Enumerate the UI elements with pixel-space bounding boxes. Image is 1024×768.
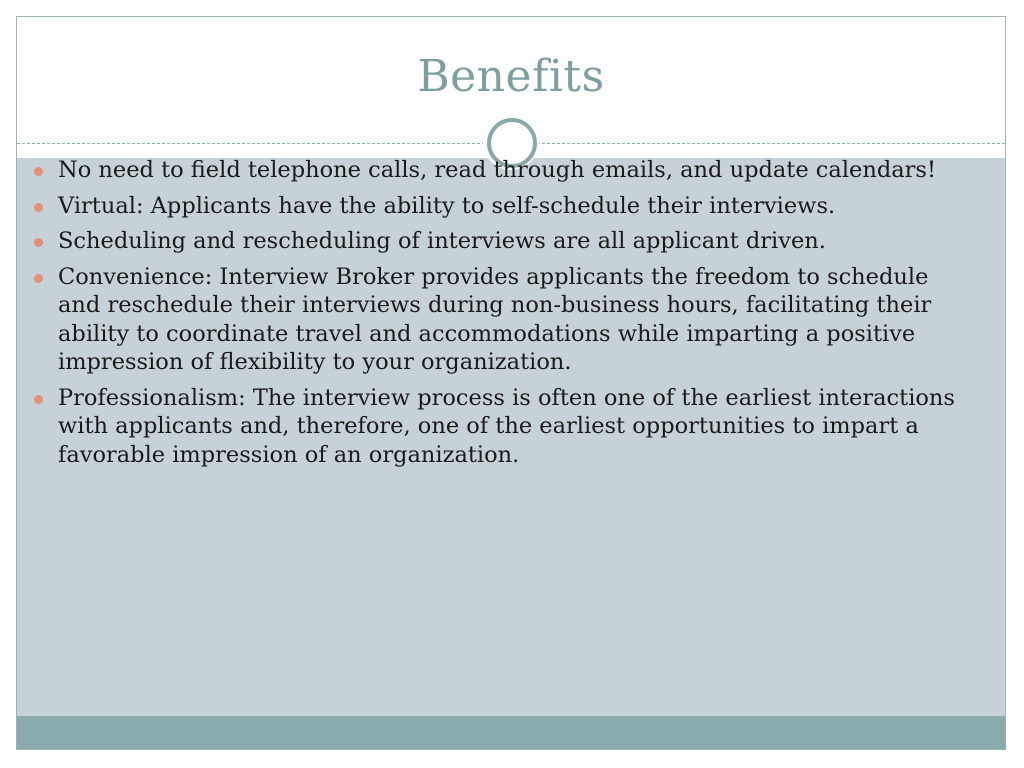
- footer-band: [17, 716, 1005, 750]
- bullet-item-professionalism: [34, 384, 964, 470]
- bullet-item-convenience: [34, 263, 964, 377]
- bullet-item-no-calls: [34, 156, 964, 185]
- bullet-marker-icon: [34, 395, 43, 404]
- slide-title: Benefits: [417, 51, 605, 102]
- bullet-item-virtual: [34, 192, 964, 221]
- bullet-list: [34, 156, 964, 476]
- bullet-text: Virtual: Applicants have the ability to self-schedule their interviews.: [58, 192, 836, 219]
- bullet-text: Convenience: Interview Broker provides applicants the freedom to schedule and reschedule their interviews during non-business hours, facilitating their ability to coordinate travel and accommodations while imparting a positive impression of flexibility to your organization.: [58, 263, 932, 375]
- bullet-marker-icon: [34, 274, 43, 283]
- bullet-marker-icon: [34, 238, 43, 247]
- bullet-marker-icon: [34, 203, 43, 212]
- bullet-item-scheduling: [34, 227, 964, 256]
- bullet-text: No need to field telephone calls, read through emails, and update calendars!: [58, 157, 936, 183]
- bullet-marker-icon: [34, 167, 43, 176]
- bullet-text: Scheduling and rescheduling of interviews are all applicant driven.: [58, 228, 826, 254]
- bullet-text: Professionalism: The interview process is often one of the earliest interactions with applicants and, therefore, one of the earliest opportunities to impart a favorable impression of an organization.: [58, 384, 955, 468]
